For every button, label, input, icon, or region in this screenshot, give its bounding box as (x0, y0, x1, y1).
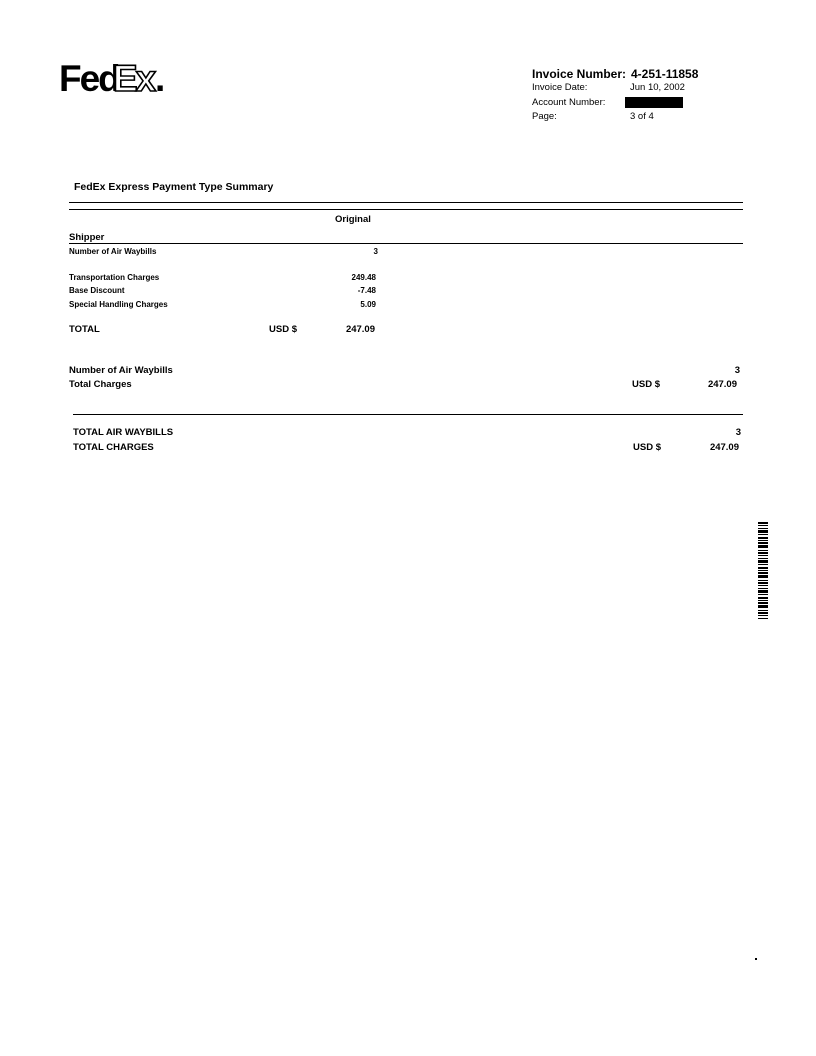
barcode-bar (758, 585, 768, 586)
barcode-bar (758, 537, 768, 539)
barcode-bar (758, 558, 768, 559)
barcode-bar (758, 572, 768, 574)
total-currency: USD $ (269, 324, 297, 335)
barcode-bar (758, 570, 768, 571)
barcode-bar (758, 560, 768, 563)
total-label: TOTAL (69, 324, 100, 335)
account-number-redaction (625, 97, 683, 108)
barcode-bar (758, 602, 768, 604)
logo-fed-text: Fed (59, 58, 119, 98)
subtotal-charges-value: 247.09 (707, 379, 737, 390)
barcode-bar (758, 605, 768, 608)
subtotal-waybills-value: 3 (734, 365, 740, 376)
subtotal-charges-label: Total Charges (69, 379, 132, 390)
barcode-bar (758, 590, 768, 593)
barcode-bar (758, 564, 768, 565)
invoice-number-label: Invoice Number: (532, 67, 627, 81)
barcode-graphic (758, 522, 768, 620)
barcode-bar (758, 580, 768, 581)
divider-top-2 (69, 209, 743, 210)
total-value: 247.09 (345, 324, 375, 335)
divider-grand-total (73, 414, 743, 415)
invoice-number-value: 4-251-11858 (631, 67, 699, 81)
account-number-label: Account Number: (532, 97, 606, 108)
barcode-bar (758, 612, 768, 614)
row-label-waybills: Number of Air Waybills (69, 247, 157, 256)
barcode-bar (758, 552, 768, 554)
barcode-bar (758, 540, 768, 541)
barcode-bar (758, 597, 768, 599)
row-label-special-handling: Special Handling Charges (69, 300, 168, 309)
divider-header (69, 243, 743, 244)
row-label-transportation: Transportation Charges (69, 273, 160, 282)
barcode-bar (758, 618, 768, 619)
barcode-bar (758, 588, 768, 589)
subtotal-charges-currency: USD $ (632, 379, 660, 390)
barcode-bar (758, 530, 768, 533)
barcode-bar (758, 545, 768, 548)
page-label: Page: (532, 111, 557, 122)
barcode-bar (758, 600, 768, 601)
barcode-bar (758, 582, 768, 584)
barcode-bar (758, 594, 768, 595)
row-label-base-discount: Base Discount (69, 286, 125, 295)
barcode-bar (758, 528, 768, 529)
grand-total-charges-value: 247.09 (709, 442, 739, 453)
divider-top-1 (69, 202, 743, 203)
group-label-shipper: Shipper (69, 232, 105, 243)
invoice-date-label: Invoice Date: (532, 82, 588, 93)
grand-total-waybills-value: 3 (735, 427, 741, 438)
barcode-bar (758, 522, 768, 524)
barcode-bar (758, 542, 768, 544)
barcode-bar (758, 534, 768, 535)
barcode-bar (758, 555, 768, 556)
invoice-date-value: Jun 10, 2002 (630, 82, 685, 93)
page-mark (755, 958, 757, 960)
subtotal-waybills-label: Number of Air Waybills (69, 365, 173, 376)
barcode-bar (758, 567, 768, 569)
grand-total-charges-currency: USD $ (633, 442, 661, 453)
row-value-transportation: 249.48 (351, 273, 376, 282)
row-value-base-discount: -7.48 (357, 286, 376, 295)
column-header-original: Original (335, 214, 371, 225)
barcode-bar (758, 610, 768, 611)
section-title: FedEx Express Payment Type Summary (74, 181, 274, 193)
fedex-logo (59, 58, 169, 98)
logo-dot-text: . (155, 58, 164, 98)
logo-ex-text: Ex (113, 58, 155, 98)
fedex-logo-graphic (59, 58, 169, 98)
barcode (758, 522, 768, 620)
grand-total-waybills-label: TOTAL AIR WAYBILLS (73, 427, 174, 438)
row-value-special-handling: 5.09 (360, 300, 376, 309)
barcode-bar (758, 550, 768, 551)
barcode-bar (758, 575, 768, 578)
barcode-bar (758, 615, 768, 616)
barcode-bar (758, 525, 768, 526)
row-value-waybills: 3 (373, 247, 378, 256)
page-value: 3 of 4 (630, 111, 654, 122)
grand-total-charges-label: TOTAL CHARGES (73, 442, 154, 453)
